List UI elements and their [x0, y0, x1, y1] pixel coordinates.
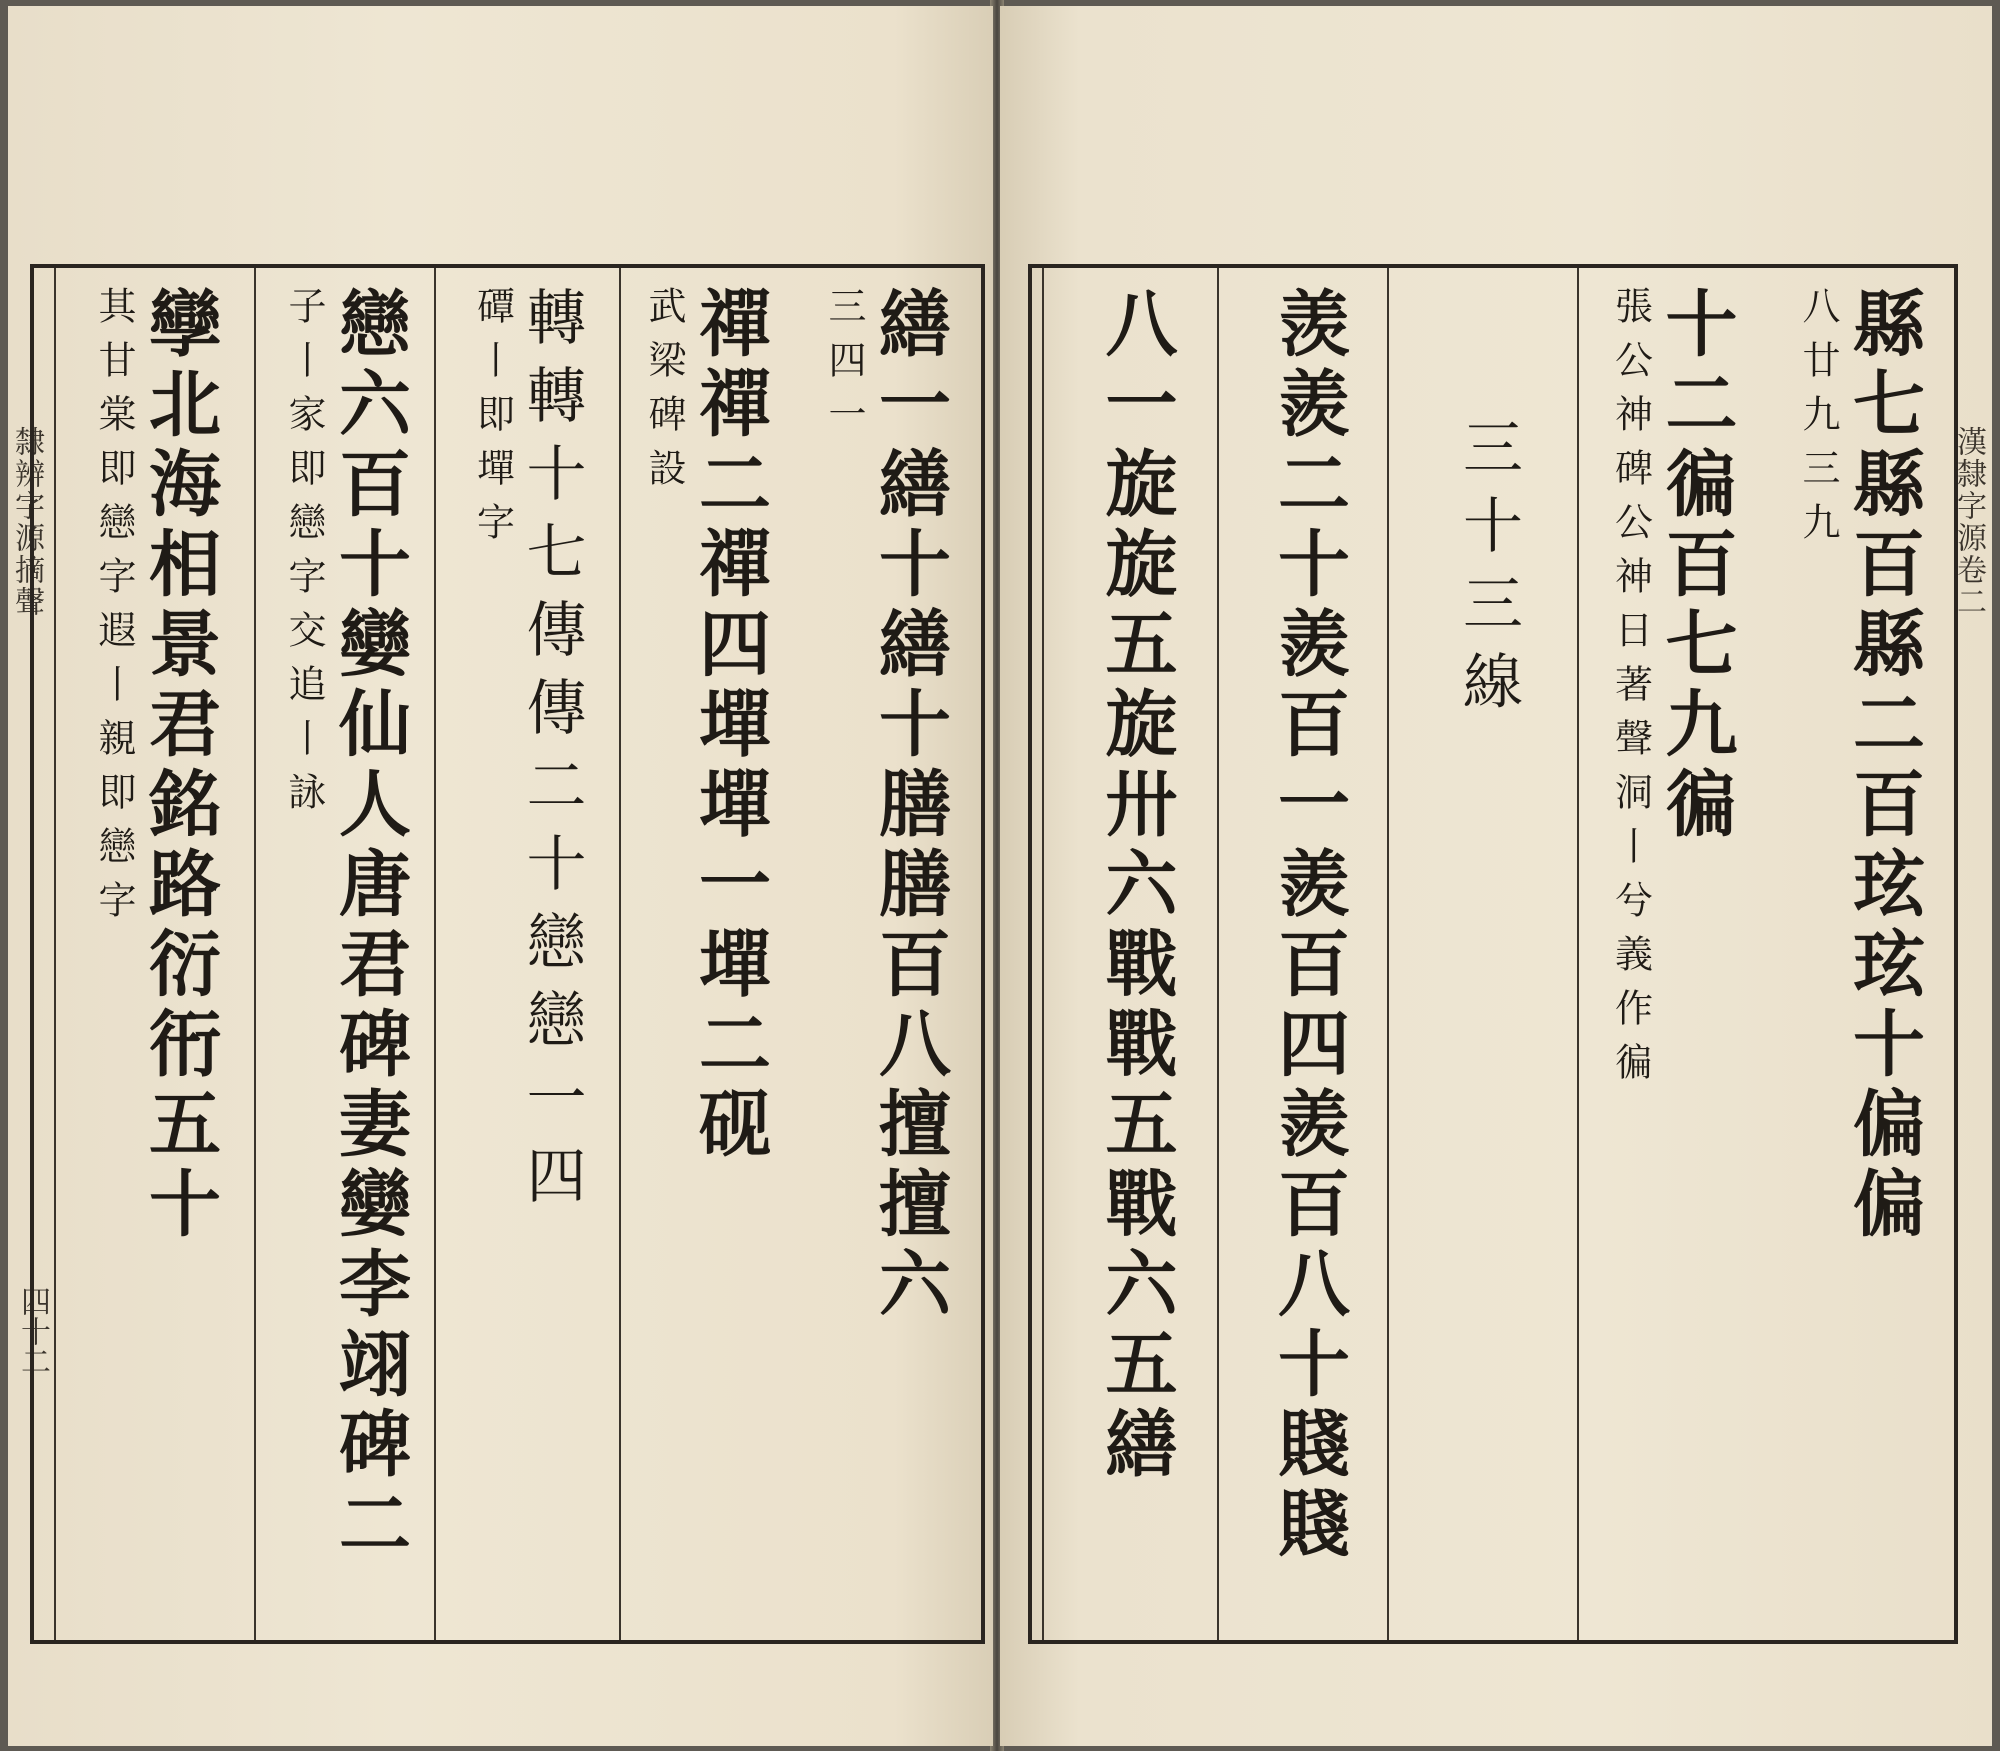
right-column-1 — [1764, 268, 1954, 1640]
column-notes: 子丨家即戀字交追丨詠 — [282, 286, 326, 826]
left-page-number: 四十二 — [15, 1286, 50, 1376]
column-characters: 八一旋旋五旋卅六戰戰五戰六五繕 — [1093, 286, 1179, 1486]
left-column-4 — [254, 268, 434, 1640]
left-column-2 — [619, 268, 789, 1640]
column-characters: 縣七縣百縣二百玹玹十偏偏 — [1841, 286, 1926, 1246]
section-heading: 三十三線 — [1453, 416, 1523, 728]
right-column-3 — [1387, 268, 1577, 1640]
column-notes: 八廿九三九 — [1796, 286, 1840, 556]
right-column-5 — [1042, 268, 1217, 1640]
column-characters: 十二徧百七九徧 — [1653, 286, 1739, 846]
left-column-3 — [434, 268, 619, 1640]
right-page — [1000, 6, 1992, 1746]
column-notes: 張公神碑公神日著聲洞丨兮義作徧 — [1608, 286, 1653, 1096]
right-margin-title: 漢隸字源卷二 — [1951, 426, 1986, 618]
column-notes: 磹丨即墠字 — [470, 286, 515, 556]
left-text-frame — [30, 264, 985, 1644]
column-characters: 羡羨二十羨百一羨百四羨百八十賤賤 — [1266, 286, 1351, 1566]
right-text-frame — [1028, 264, 1958, 1644]
right-column-4 — [1217, 268, 1387, 1640]
column-characters: 戀六百十孌仙人唐君碑妻孌李翊碑二 — [327, 286, 412, 1566]
column-characters: 繕一繕十繕十膳膳百八擅擅六 — [867, 286, 952, 1326]
column-characters: 轉轉十七傳傳二十戀戀一四 — [516, 286, 587, 1222]
column-notes: 其甘棠即戀字遐丨親即戀字 — [92, 286, 136, 934]
column-characters: 孿北海相景君銘路衍衎五十 — [137, 286, 222, 1246]
right-column-2 — [1577, 268, 1764, 1640]
left-column-1 — [789, 268, 981, 1640]
column-characters: 禪禪二禪四墠墠一墠二砚 — [687, 286, 772, 1166]
left-margin-title: 隸辨字源摘聲 — [9, 426, 44, 618]
column-notes: 武梁碑設 — [642, 286, 686, 502]
left-page — [8, 6, 993, 1746]
column-notes: 三四一 — [822, 286, 866, 448]
left-column-5 — [54, 268, 254, 1640]
